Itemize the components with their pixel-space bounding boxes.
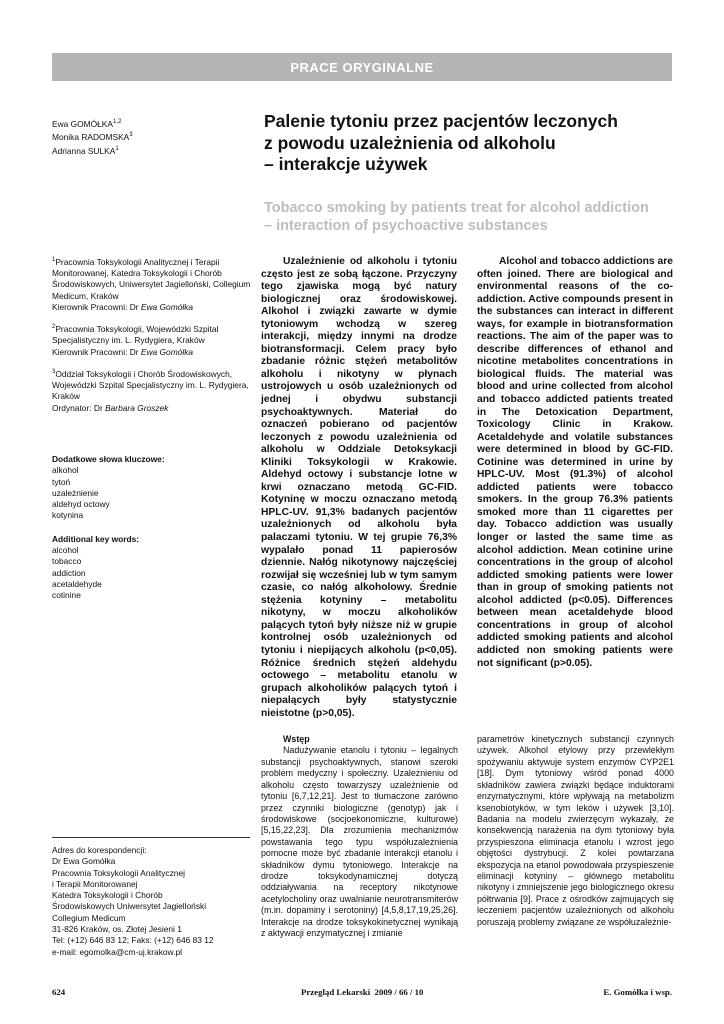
body-text: Nadużywanie etanolu i tytoniu – legalnych substancji psychoaktywnych, stanowi szeroki problem medyczny i społeczny. Uzależnieniu od alkoholu często towarzyszy uzależnienie od tytoniu [6,7,12,21]. Jest to tłumaczone zarówno przez czynniki biologiczne (genotyp) jak i środowiskowe (socjoekonomiczne, kulturowe) [5,15,22,23]. Dla zrozumienia mechanizmów powstawania tego typu współuzależnienia pomocne może być zbadanie interakcji etanolu i składników dymu tytoniowego. Interakcje na drodze toksykodynamicznej dotyczą oddziaływania na receptory nikotynowe acetylocholiny oraz uwalnianie neurotransmiterów (m.in. dopaminy i serotoniny) [4,5,8,17,19,25,26]. Interakcje na drodze toksykokinetycznej wynikają z aktywacji enzymatycznej i zmianie — [261, 745, 458, 939]
address-line: Tel: (+12) 646 83 12; Faks: (+12) 646 83 12 — [52, 935, 214, 946]
keyword: tytoń — [52, 476, 71, 487]
english-title — [264, 199, 684, 235]
keywords-pl-heading: Dodatkowe słowa kluczowe: — [52, 454, 165, 464]
address-line: Collegium Medicum — [52, 912, 126, 923]
abstract-polish: Uzależnienie od alkoholu i tytoniu często jest ze sobą łączone. Przyczyny tego zjawiska mogą być natury biologicznej oraz środowiskowej. Alkohol i związki zawarte w dymie tytoniowym wchodzą w szereg interakcji, między innymi na drodze biotransformacji. Celem pracy było zbadanie różnic stężeń metabolitów alkoholu i nikotyny w płynach ustrojowych u osób uzależnionych od jednej i obydwu substancji psychoaktywnych. Materiał do oznaczeń pobierano od pacjentów leczonych z powodu uzależnienia od alkoholu w Oddziale Detoksykacji Kliniki Toksykologii w Krakowie. Aldehyd octowy i substancje lotne w krwi oznaczano metodą GC-FID. Kotyninę w moczu oznaczano metodą HPLC-UV. 91,3% badanych pacjentów uzależnionych od alkoholu była palaczami tytoniu. W tej grupie 76,3% wypalało ponad 11 papierosów dziennie. Nałóg nikotynowy najczęściej rozwijał się wcześniej lub w tym samym czasie, co nałóg alkoholowy. Średnie stężenia kotyniny – metabolitu nikotyny, w moczu alkoholików palących tytoń były niższe niż w grupie kontrolnej osób uzależnionych od tytoniu i niepijących alkoholu (p<0,05). Różnice średnich stężeń aldehydu octowego – metabolitu etanolu w grupach alkoholików palących tytoń i niepalących były statystycznie nieistotne (p>0,05). — [261, 256, 457, 719]
address-line: 31-826 Kraków, os. Złotej Jesieni 1 — [52, 924, 182, 935]
title-line: Palenie tytoniu przez pacjentów leczonych — [264, 111, 618, 131]
title-line: z powodu uzależnienia od alkoholu — [264, 132, 556, 153]
journal-reference: Przegląd Lekarski 2009 / 66 / 10 — [301, 987, 424, 997]
affiliations — [52, 255, 252, 423]
keyword: alcohol — [52, 545, 79, 556]
keywords-en-heading: Additional key words: — [52, 533, 140, 544]
keywords — [52, 454, 252, 602]
address-line: Pracownia Toksykologii Analitycznej — [52, 867, 185, 878]
correspondence-address — [52, 837, 250, 958]
title-line: – interakcje używek — [264, 154, 428, 174]
abstract-english: Alcohol and tobacco addictions are often joined. There are biological and environmental reasons of the co-addiction. Active compounds present in the substances can interact in different ways, for example in biotransformation reactions. The aim of the paper was to describe differences of ethanol and nicotine metabolites concentrations in biological fluids. The material was blood and urine collected from alcohol and tobacco addicted patients treated in The Detoxication Department, Toxicology Clinic in Krakow. Acetaldehyde and volatile substances were determined in blood by GC-FID. Cotinine was determined in urine by HPLC-UV. Most (91.3%) of alcohol addicted patients were tobacco smokers. In the group 76.3% patients smoked more than 11 cigarettes per day. Tobacco addiction was usually longer or lasted the same time as alcohol addiction. Mean cotinine urine concentrations in the group of alcohol addicted smoking patients were lower than in group of smoking patients not alcohol addicted (p<0.05). Differences between mean acetaldehyde blood concentrations in group of alcohol addicted smoking patients and alcohol addicted non smoking patients were not significant (p>0.05). — [477, 256, 673, 669]
body-column-2 — [477, 734, 674, 928]
english-title-line: – interaction of psychoactive substances — [264, 218, 548, 234]
keyword: uzależnienie — [52, 487, 99, 498]
affiliation: $^2$Pracownia Toksykologii, Wojewódzki Szpital Specjalistyczny im. L. Rydygiera, Kraków Kierownik Pracowni: Dr Ewa Gomółka — [52, 324, 219, 357]
author: Adrianna SULKA$^1$ — [52, 145, 119, 156]
address-line: Adres do korespondencji: — [52, 845, 147, 855]
english-title-line: Tobacco smoking by patients treat for alcohol addiction — [264, 200, 649, 216]
affiliation: $^3$Oddział Toksykologii i Chorób Środowiskowych, Wojewódzki Szpital Specjalistyczny im. L. Rydygiera, Kraków Ordynator: Dr Barbara Groszek — [52, 368, 249, 413]
keyword: tobacco — [52, 556, 82, 567]
author-list — [52, 117, 242, 157]
address-line: Katedra Toksykologii i Chorób — [52, 890, 163, 901]
address-line: Środowiskowych Uniwersytet Jagielloński — [52, 901, 207, 912]
body-column-1 — [261, 734, 458, 940]
running-author: E. Gomółka i wsp. — [603, 987, 672, 997]
section-banner: PRACE ORYGINALNE — [52, 53, 672, 81]
address-line: e-mail: egomolka@cm-uj.krakow.pl — [52, 946, 182, 957]
author: Monika RADOMSKA$^3$ — [52, 132, 133, 143]
address-line: Dr Ewa Gomółka — [52, 856, 116, 867]
keyword: kotynina — [52, 510, 84, 521]
author: Ewa GOMÓŁKA$^{1,2}$ — [52, 118, 122, 129]
affiliation: $^1$Pracownia Toksykologii Analitycznej i Terapii Monitorowanej, Katedra Toksykologii i Chorób Środowiskowych, Uniwersytet Jagielloński, Collegium Medicum, Kraków Kierownik Pracowni: Dr Ewa Gomółka — [52, 256, 251, 312]
keyword: cotinine — [52, 590, 81, 601]
section-heading: Wstęp — [283, 734, 310, 744]
keyword: addiction — [52, 567, 86, 578]
keyword: alkohol — [52, 465, 79, 476]
address-line: i Terapii Monitorowanej — [52, 878, 138, 889]
page-number: 624 — [52, 987, 66, 997]
keyword: aldehyd octowy — [52, 499, 110, 510]
keyword: acetaldehyde — [52, 578, 102, 589]
body-text: parametrów kinetycznych substancji czynnych używek. Alkohol etylowy przy przewlekłym spożywaniu aktywuje system enzymów CYP2E1 [18]. Dym tytoniowy wśród ponad 4000 składników zawiera związki będące induktorami enzymatycznymi, które wpływają na metabolizm ksenobiotyków, w tym leków i używek [3,10]. Badania na modelu zwierzęcym wykazały, że konsekwencją narażenia na dym tytoniowy była przyspieszona eliminacja etanolu i wzrost jego objętości dystrybucji. Z kolei powtarzana ekspozycja na etanol powodowała przyspieszenie eliminacji kotyniny – głównego metabolitu nikotyny i zmniejszenie jego biologicznego okresu półtrwania [9]. Prace z ośrodków zajmujących się leczeniem pacjentów uzależnionych od alkoholu poruszają problemy związane ze współuzależnie- — [477, 734, 674, 927]
article-title — [264, 111, 684, 176]
